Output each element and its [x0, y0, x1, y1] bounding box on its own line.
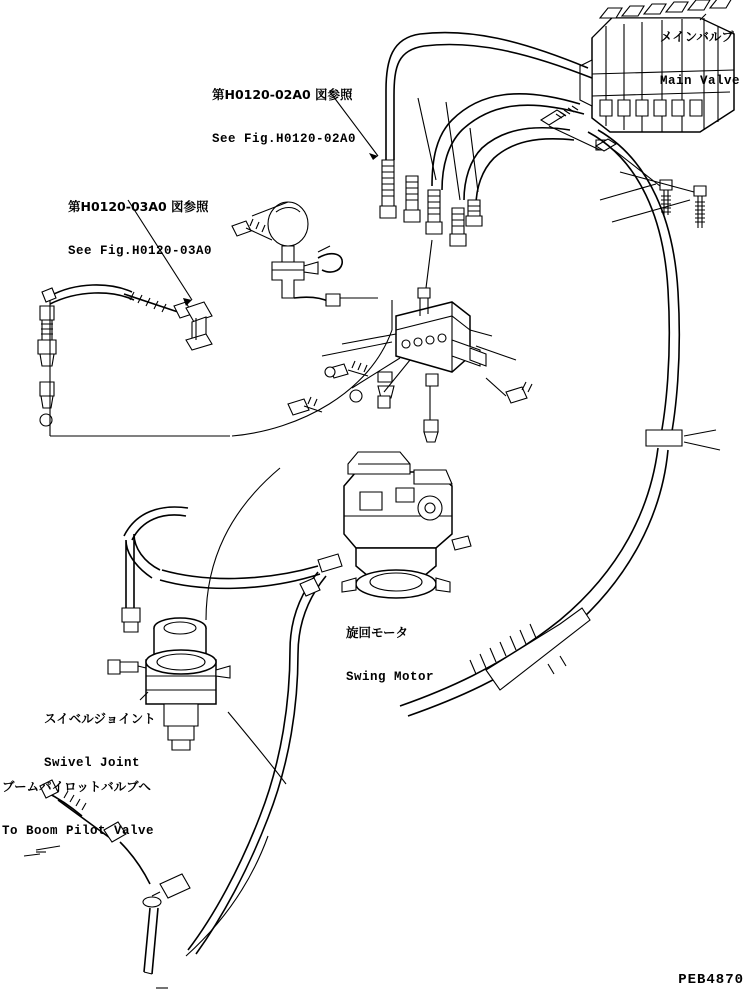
label-swing-motor [346, 596, 434, 714]
drawing-number: PEB4870 [678, 972, 744, 988]
label-swivel-joint-jp: スイベルジョイント [44, 710, 156, 726]
label-swivel-joint-en: Swivel Joint [44, 755, 141, 770]
label-see-fig-02a0-en: See Fig.H0120-02A0 [212, 131, 357, 146]
label-to-boom-pilot-valve-en: To Boom Pilot Valve [2, 823, 155, 838]
knob-assembly [232, 202, 378, 306]
label-to-boom-pilot-valve [2, 750, 154, 868]
label-see-fig-03a0-jp: 第H0120-03A0 図参照 [68, 198, 209, 214]
label-swing-motor-jp: 旋回モータ [346, 624, 409, 640]
swing-motor [318, 452, 471, 598]
label-see-fig-h0120-02a0 [212, 58, 356, 176]
label-to-boom-pilot-valve-jp: ブームパイロットバルブへ [2, 778, 151, 794]
label-main-valve-en: Main Valve [660, 73, 741, 88]
label-main-valve [660, 0, 740, 118]
label-main-valve-jp: メインバルブ [660, 28, 734, 44]
label-see-fig-h0120-03a0 [68, 170, 212, 288]
label-swing-motor-en: Swing Motor [346, 669, 435, 684]
label-see-fig-03a0-en: See Fig.H0120-03A0 [68, 243, 213, 258]
label-see-fig-02a0-jp: 第H0120-02A0 図参照 [212, 86, 353, 102]
